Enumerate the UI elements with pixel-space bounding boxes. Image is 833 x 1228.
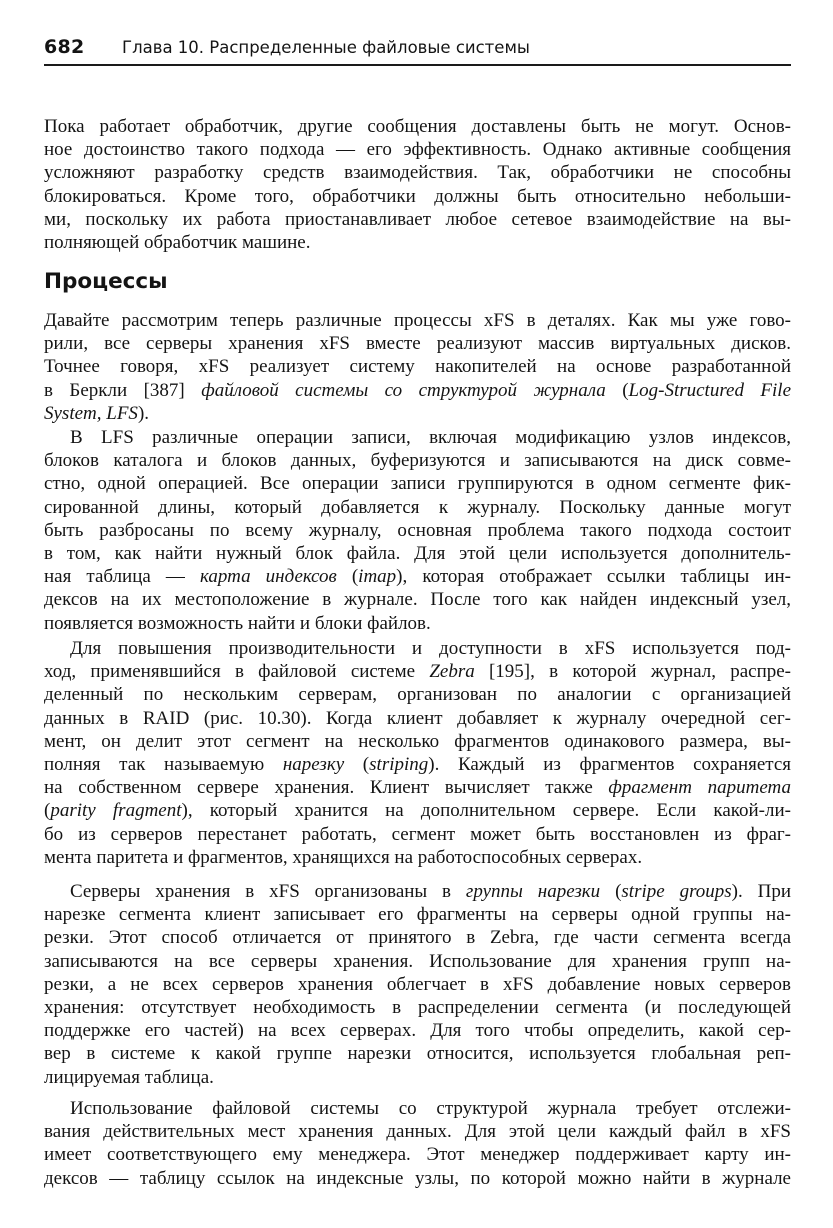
text-line [44,1097,791,1120]
page-number: 682 [44,36,85,58]
text-run: в Беркли [387] [44,379,202,401]
text-run: стно, одной операцией. Все операции записи группируются в одном сегменте фик- [44,473,791,495]
text-run: записываются на все серверы хранения. Использование для хранения групп на- [44,950,791,972]
text-run: усложняют разработку средств взаимодействия. Так, обработчики не способны [44,162,791,184]
text-line [44,996,791,1019]
paragraph-stripe-groups [44,880,791,1089]
text-run: мент, он делит этот сегмент на несколько фрагментов одинакового размера, вы- [44,730,791,752]
italic-term: файловой системы со структурой журнала [201,379,606,401]
text-run: Пока работает обработчик, другие сообщения доставлены быть не могут. Основ- [44,116,791,137]
text-line [44,1143,791,1166]
text-line [44,707,791,730]
text-line [44,823,791,846]
text-run: хранения: отсутствует необходимость в распределении сегмента (и последующей [44,997,791,1019]
page-header [44,34,791,66]
text-run: ( [600,881,622,902]
text-run: полняя так называемую [44,754,283,776]
italic-term: Log-Structured File [628,379,791,401]
paragraph-intro [44,115,791,254]
text-line [44,1167,791,1190]
text-run: [195], в которой журнал, распре- [474,661,791,683]
text-run: Точнее говоря, xFS реализует систему накопителей на основе разработанной [44,356,791,378]
text-line [44,472,791,495]
text-run: блоков каталога и блоков данных, буферизуются и записываются на диск совме- [44,450,791,472]
text-line [44,449,791,472]
text-run: лицируемая таблица. [44,1066,214,1088]
text-run: резки. Этот способ отличается от принятого в Zebra, где части сегмента всегда [44,927,791,949]
italic-term: imap [358,566,397,588]
text-line [44,973,791,996]
text-line [44,846,791,869]
text-run: ход, применявшийся в файловой системе [44,661,430,683]
text-line [44,309,791,332]
text-line [44,926,791,949]
text-line [44,379,791,402]
italic-term: System, LFS [44,402,138,424]
text-run: Использование файловой системы со структурой журнала требует отслежи- [70,1098,791,1119]
text-line [44,208,791,231]
italic-term: фрагмент паритета [608,777,791,799]
text-run: блокироваться. Кроме того, обработчики должны быть относительно небольши- [44,185,791,207]
text-run: имеет соответствующего ему менеджера. Этот менеджер поддерживает карту ин- [44,1144,791,1166]
text-line [44,1066,791,1089]
text-line [44,730,791,753]
text-run: вер в системе к какой группе нарезки относится, используется глобальная реп- [44,1043,791,1065]
text-line [44,660,791,683]
text-line [44,903,791,926]
text-run: Для повышения производительности и доступности в xFS используется под- [70,638,791,659]
text-run: нарезке сегмента клиент записывает его фрагменты на серверы одной группы на- [44,904,791,926]
text-run: вания действительных мест хранения данных. Для этой цели каждый файл в xFS [44,1121,791,1143]
text-line [44,115,791,138]
italic-term: карта индексов [199,566,337,588]
text-run: ная таблица — [44,566,200,588]
text-run: мента паритета и фрагментов, хранящихся на работоспособных серверах. [44,846,643,868]
paragraph-zebra [44,637,791,869]
text-run: данных в RAID (рис. 10.30). Когда клиент добавляет к журналу очередной сег- [44,707,791,729]
text-run: Серверы хранения в xFS организованы в [70,881,466,902]
italic-term: группы нарезки [465,881,601,902]
italic-term: striping [369,754,429,776]
italic-term: stripe groups [621,881,732,902]
text-run: деленный по нескольким серверам, организован по аналогии с организацией [44,684,791,706]
text-run: ( [336,566,359,588]
text-line [44,588,791,611]
text-line [44,185,791,208]
text-line [44,1042,791,1065]
text-run: ( [605,379,629,401]
text-line [44,799,791,822]
text-line [44,565,791,588]
text-run: ). При [731,881,792,902]
italic-term: Zebra [429,661,475,683]
text-run: ( [44,800,51,822]
text-line [44,138,791,161]
text-run: ). Каждый из фрагментов сохраняется [428,754,792,776]
text-run: ), которая отображает ссылки таблицы ин- [396,566,791,588]
text-line [44,231,791,254]
paragraph-log-tracking [44,1097,791,1190]
text-line [44,950,791,973]
text-run: бо из серверов перестанет работать, сегмент может быть восстановлен из фраг- [44,823,791,845]
text-run: сированной длины, который добавляется к журналу. Поскольку данные могут [44,496,791,518]
text-line [44,612,791,635]
text-run: ). [137,402,150,424]
text-run: на собственном сервере хранения. Клиент вычисляет также [44,777,609,799]
text-run: в том, как найти нужный блок файла. Для этой цели используется дополнитель- [44,543,791,565]
text-run: рили, все серверы хранения xFS вместе реализуют массив виртуальных дисков. [44,333,791,355]
text-run: полняющей обработчик машине. [44,232,311,254]
text-line [44,161,791,184]
text-run: ми, поскольку их работа приостанавливает любое сетевое взаимодействие на вы- [44,208,791,230]
text-run: дексов на их местоположение в журнале. После того как найден индексный узел, [44,589,791,611]
text-line [44,496,791,519]
text-line [44,1120,791,1143]
italic-term: нарезку [282,754,345,776]
italic-term: parity fragment [50,800,182,822]
section-heading: Процессы [44,269,168,294]
text-line [44,355,791,378]
text-run: резки, а не всех серверов хранения облегчает в xFS добавление новых серверов [44,973,791,995]
text-run: Давайте рассмотрим теперь различные процессы xFS в деталях. Как мы уже гово- [44,310,791,331]
text-line [44,776,791,799]
text-line [44,519,791,542]
running-head: Глава 10. Распределенные файловые системы [122,38,530,57]
text-line [44,426,791,449]
text-line [44,332,791,355]
text-line [44,402,791,425]
paragraph-processes [44,309,791,425]
text-run: ное достоинство такого подхода — его эффективность. Однако активные сообщения [44,139,791,161]
text-run: быть разбросаны по всему журналу, основная проблема такого подхода состоит [44,519,791,541]
text-run: В LFS различные операции записи, включая модификацию узлов индексов, [70,427,791,448]
text-run: ), который хранится на дополнительном сервере. Если какой-ли- [181,800,791,822]
text-line [44,880,791,903]
text-run: поддержке его частей) на всех серверах. Для того чтобы определить, какой сер- [44,1020,791,1042]
text-run: дексов — таблицу ссылок на индексные узлы, по которой можно найти в журнале [44,1167,791,1189]
text-run: появляется возможность найти и блоки файлов. [44,612,431,634]
text-line [44,753,791,776]
text-line [44,683,791,706]
text-run: ( [344,754,370,776]
paragraph-lfs [44,426,791,635]
text-line [44,542,791,565]
text-line [44,637,791,660]
text-line [44,1019,791,1042]
